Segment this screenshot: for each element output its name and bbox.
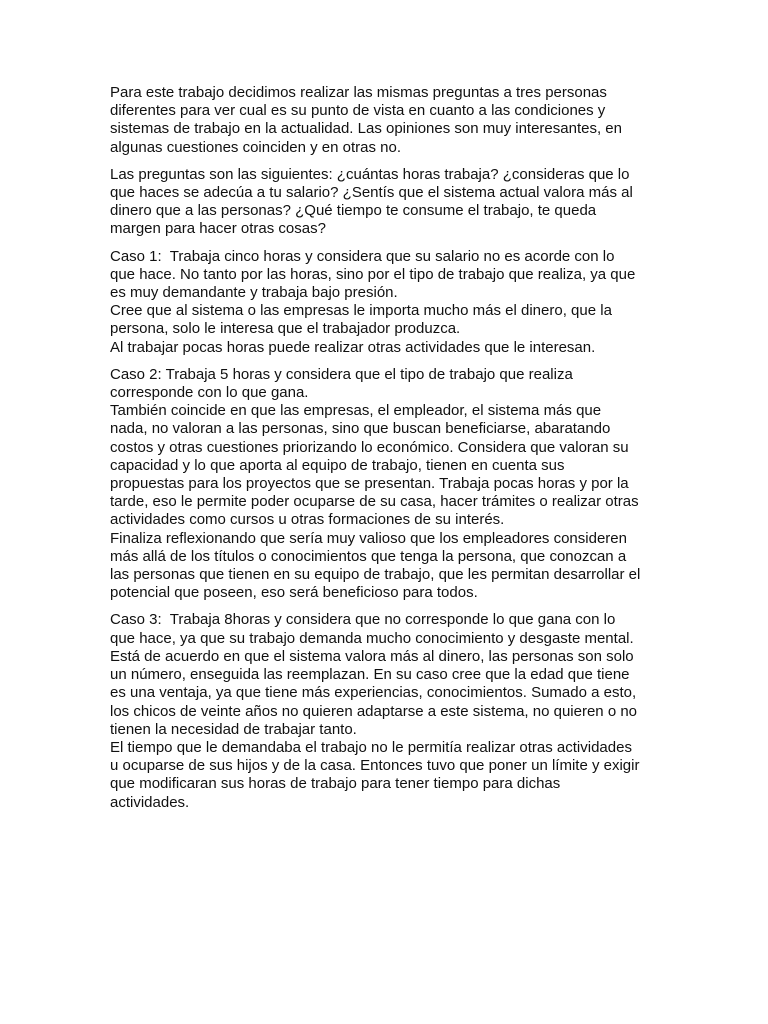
text-line: Al trabajar pocas horas puede realizar otras actividades que le interesan. [110, 338, 596, 356]
text-line: que hace. No tanto por las horas, sino por el tipo de trabajo que realiza, ya que [110, 265, 636, 283]
text-line: También coincide en que las empresas, el empleador, el sistema más que [110, 402, 602, 420]
text-line: tarde, eso le permite poder ocuparse de su casa, hacer trámites o realizar otras [110, 493, 639, 511]
text-line: es una ventaja, ya que tiene más experiencias, conocimientos. Sumado a esto, [110, 684, 637, 702]
text-line: un número, enseguida las reemplazan. En su caso cree que la edad que tiene [110, 666, 630, 684]
text-line: persona, solo le interesa que el trabajador produzca. [110, 320, 461, 338]
text-line: sistemas de trabajo en la actualidad. Las opiniones son muy interesantes, en [110, 120, 622, 138]
text-line: más allá de los títulos o conocimientos que tenga la persona, que conozcan a [110, 547, 627, 565]
text-line: Cree que al sistema o las empresas le importa mucho más el dinero, que la [110, 302, 612, 320]
text-line: dinero que a las personas? ¿Qué tiempo te consume el trabajo, te queda [110, 202, 597, 220]
text-line: actividades. [110, 793, 190, 811]
text-line: los chicos de veinte años no quieren adaptarse a este sistema, no quieren o no [110, 702, 638, 720]
case-1-paragraph [110, 248, 670, 357]
text-line: margen para hacer otras cosas? [110, 220, 326, 238]
text-line: algunas cuestiones coinciden y en otras no. [110, 138, 402, 156]
text-line: El tiempo que le demandaba el trabajo no le permitía realizar otras actividades [110, 738, 632, 756]
text-line: Las preguntas son las siguientes: ¿cuántas horas trabaja? ¿consideras que lo [110, 165, 630, 183]
text-line: tienen la necesidad de trabajar tanto. [110, 720, 357, 738]
text-line: actividades como cursos u otras formaciones de su interés. [110, 511, 505, 529]
text-line: costos y otras cuestiones priorizando lo económico. Considera que valoran su [110, 438, 629, 456]
text-line: Caso 2: Trabaja 5 horas y considera que el tipo de trabajo que realiza [110, 365, 573, 383]
text-line: Caso 3: Trabaja 8horas y considera que no corresponde lo que gana con lo [110, 611, 616, 629]
text-line: Finaliza reflexionando que sería muy valioso que los empleadores consideren [110, 529, 627, 547]
text-line: Para este trabajo decidimos realizar las mismas preguntas a tres personas [110, 84, 607, 101]
text-line: que haces se adecúa a tu salario? ¿Sentís que el sistema actual valora más al [110, 184, 633, 202]
document-body [110, 84, 670, 821]
text-line: potencial que poseen, eso será beneficioso para todos. [110, 584, 478, 602]
text-line: es muy demandante y trabaja bajo presión. [110, 284, 398, 302]
questions-paragraph [110, 166, 670, 239]
text-line: nada, no valoran a las personas, sino que buscan beneficiarse, abaratando [110, 420, 611, 438]
text-line: u ocuparse de sus hijos y de la casa. Entonces tuvo que poner un límite y exigir [110, 757, 640, 775]
text-line: propuestas para los proyectos que se presentan. Trabaja pocas horas y por la [110, 475, 629, 493]
intro-paragraph [110, 84, 670, 157]
text-line: corresponde con lo que gana. [110, 384, 309, 402]
text-line: las personas que tienen en su equipo de trabajo, que les permitan desarrollar el [110, 566, 641, 584]
case-2-paragraph [110, 366, 670, 603]
text-line: capacidad y lo que aporta al equipo de trabajo, tienen en cuenta sus [110, 456, 565, 474]
case-3-paragraph [110, 611, 670, 811]
text-line: que hace, ya que su trabajo demanda mucho conocimiento y desgaste mental. [110, 629, 634, 647]
text-line: Caso 1: Trabaja cinco horas y considera que su salario no es acorde con lo [110, 247, 615, 265]
text-line: que modificaran sus horas de trabajo para tener tiempo para dichas [110, 775, 561, 793]
text-line: diferentes para ver cual es su punto de vista en cuanto a las condiciones y [110, 102, 606, 120]
text-line: Está de acuerdo en que el sistema valora más al dinero, las personas son solo [110, 647, 634, 665]
